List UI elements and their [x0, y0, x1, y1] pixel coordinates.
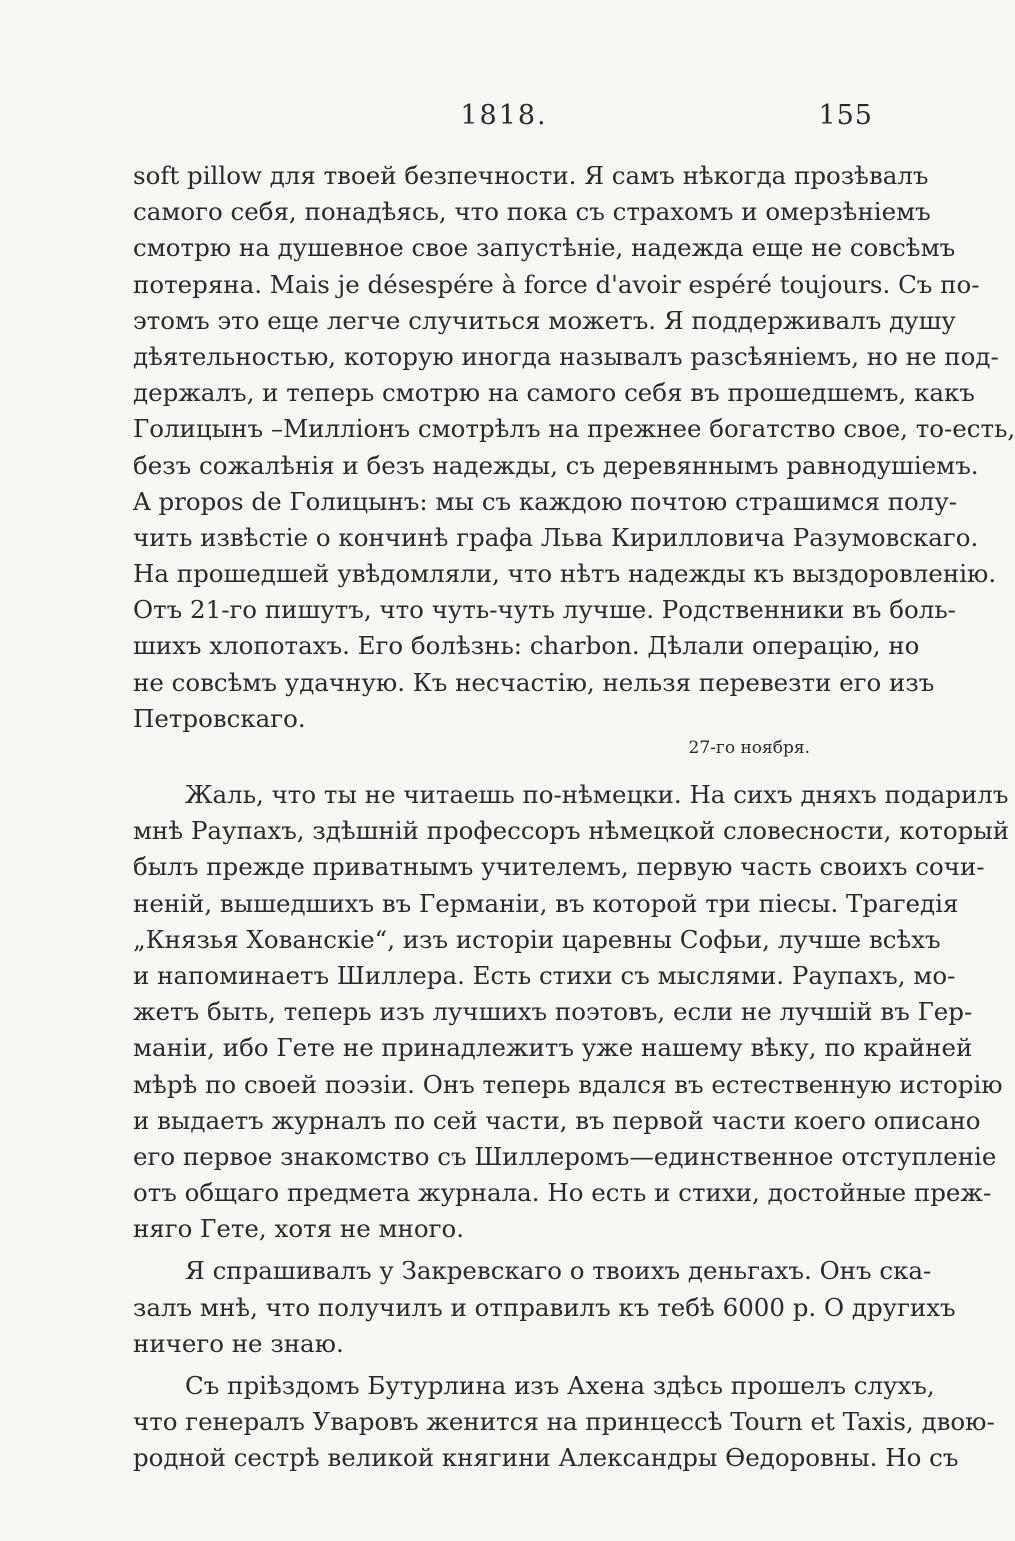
page-number: 155: [818, 100, 873, 131]
text-line: няго Гете, хотя не много.: [133, 1214, 465, 1244]
text-line: мѣрѣ по своей поэзіи. Онъ теперь вдался въ естественную исторію: [133, 1069, 1003, 1099]
text-line: и выдаетъ журналъ по сей части, въ первой части коего описано: [133, 1105, 981, 1135]
text-line: потеряна. Mais je désespére à force d'avoir espéré toujours. Съ по-: [133, 269, 980, 299]
text-line: не совсѣмъ удачную. Къ несчастію, нельзя перевезти его изъ: [133, 667, 935, 697]
text-line: отъ общаго предмета журнала. Но есть и стихи, достойные преж-: [133, 1178, 992, 1208]
text-line: мнѣ Раупахъ, здѣшній профессоръ нѣмецкой словесности, который: [133, 816, 1010, 846]
text-line: безъ сожалѣнія и безъ надежды, съ деревяннымъ равнодушіемъ.: [133, 450, 979, 480]
text-line: жетъ быть, теперь изъ лучшихъ поэтовъ, если не лучшій въ Гер-: [133, 997, 973, 1027]
text-line: его первое знакомство съ Шиллеромъ—единственное отступленіе: [133, 1141, 997, 1171]
text-line: soft pillow для твоей безпечности. Я самъ нѣкогда прозѣвалъ: [133, 161, 929, 190]
paragraph: [133, 777, 1010, 1247]
text-line: шихъ хлопотахъ. Его болѣзнь: charbon. Дѣлали операцію, но: [133, 631, 920, 661]
running-header: [133, 100, 875, 140]
header-year: 1818.: [460, 100, 548, 131]
paragraph: [133, 1368, 995, 1477]
page-body: [133, 158, 1015, 1477]
text-line: Голицынъ –Милліонъ смотрѣлъ на прежнее богатство свое, то-есть,: [133, 414, 1015, 444]
paragraph: [133, 1253, 956, 1362]
text-line: смотрю на душевное свое запустѣніе, надежда еще не совсѣмъ: [133, 233, 956, 263]
text-line: На прошедшей увѣдомляли, что нѣтъ надежды къ выздоровленію.: [133, 559, 997, 589]
text-line: залъ мнѣ, что получилъ и отправилъ къ тебѣ 6000 р. О другихъ: [133, 1292, 956, 1322]
text-line: Съ пріѣздомъ Бутурлина изъ Ахена здѣсь прошелъ слухъ,: [185, 1371, 935, 1400]
paragraph: [133, 158, 1015, 737]
text-line: что генералъ Уваровъ женится на принцессѣ Tourn et Taxis, двою-: [133, 1407, 995, 1437]
text-line: Жаль, что ты не читаешь по-нѣмецки. На сихъ дняхъ подарилъ: [185, 780, 1009, 809]
text-line: самого себя, понадѣясь, что пока съ страхомъ и омерзѣніемъ: [133, 197, 931, 227]
text-line: Я спрашивалъ у Закревскаго о твоихъ деньгахъ. Онъ ска-: [185, 1256, 932, 1286]
text-line: былъ прежде приватнымъ учителемъ, первую часть своихъ сочи-: [133, 852, 985, 882]
text-line: дѣятельностью, которую иногда называлъ разсѣяніемъ, но не под-: [133, 341, 999, 371]
text-line: ничего не знаю.: [133, 1328, 344, 1358]
text-line: родной сестрѣ великой княгини Александры Өедоровны. Но съ: [133, 1443, 959, 1473]
text-line: Отъ 21-го пишутъ, что чуть-чуть лучше. Родственники въ боль-: [133, 595, 956, 625]
letter-dateline: 27-го ноября.: [688, 738, 810, 758]
text-line: маніи, ибо Гете не принадлежитъ уже нашему вѣку, по крайней: [133, 1033, 973, 1063]
text-line: и напоминаетъ Шиллера. Есть стихи съ мыслями. Раупахъ, мо-: [133, 960, 956, 990]
text-line: A propos de Голицынъ: мы съ каждою почтою страшимся полу-: [133, 486, 958, 516]
text-line: этомъ это еще легче случиться можетъ. Я поддерживалъ душу: [133, 305, 956, 335]
text-line: держалъ, и теперь смотрю на самого себя въ прошедшемъ, какъ: [133, 378, 975, 408]
text-line: неній, вышедшихъ въ Германіи, въ которой три піесы. Трагедія: [133, 888, 959, 918]
text-line: „Князья Хованскіе“, изъ исторіи царевны Софьи, лучше всѣхъ: [133, 924, 941, 954]
text-line: Петровскаго.: [133, 703, 306, 733]
text-line: чить извѣстіе о кончинѣ графа Льва Кирилловича Разумовскаго.: [133, 522, 979, 552]
